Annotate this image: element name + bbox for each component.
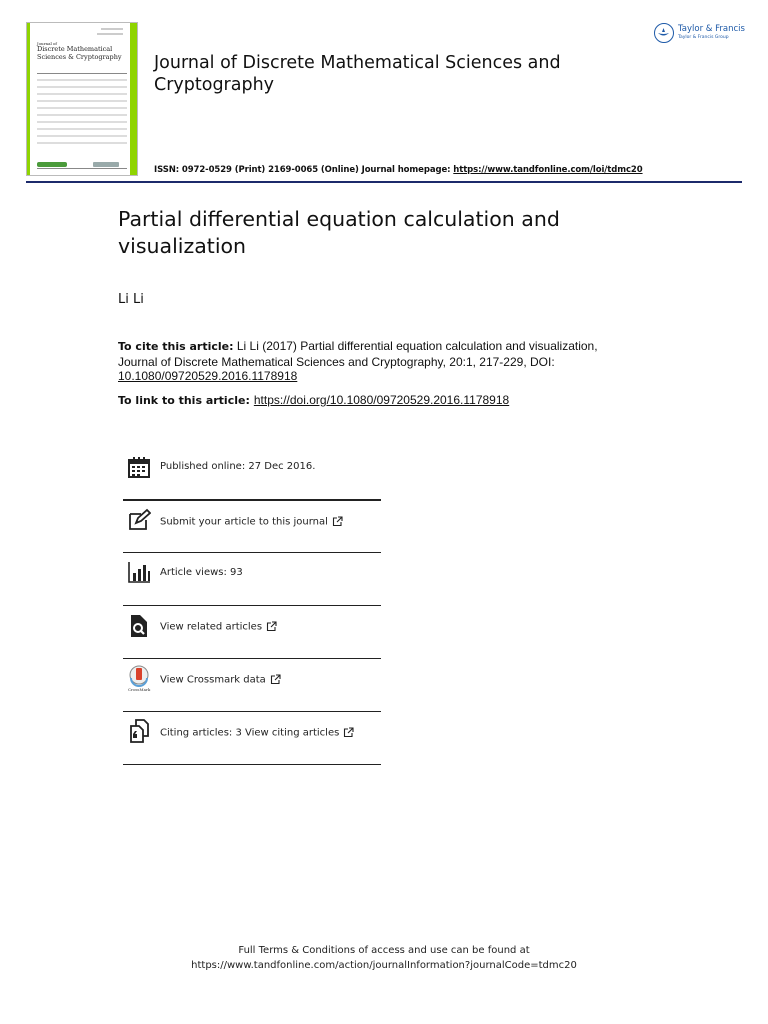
search-document-icon	[127, 614, 151, 638]
cover-publisher-logo	[37, 162, 67, 167]
issn-line	[154, 165, 643, 175]
citation-doi-link[interactable]: 10.1080/09720529.2016.1178918	[118, 369, 298, 383]
cover-contents-line	[37, 121, 127, 123]
publisher-group: Taylor & Francis Group	[678, 35, 729, 40]
external-link-icon	[266, 621, 277, 632]
cover-contents-line	[37, 93, 127, 95]
cover-trim	[27, 23, 30, 175]
cover-meta-line	[97, 33, 123, 35]
crossmark-row[interactable]	[123, 659, 381, 711]
crossmark-label	[160, 674, 281, 686]
published-online-label: Published online: 27 Dec 2016.	[160, 461, 316, 472]
article-title: Partial differential equation calculation and visualization	[118, 207, 560, 258]
cover-contents-line	[37, 86, 127, 88]
cover-title-main: Discrete Mathematical Sciences & Cryptography	[37, 45, 122, 61]
article-views-row	[123, 553, 381, 605]
article-link-label: To link to this article:	[118, 394, 250, 407]
article-link-line	[118, 393, 509, 407]
related-articles-text: View related articles	[160, 621, 263, 633]
article-views-label: Article views: 93	[160, 567, 243, 578]
related-articles-label	[160, 621, 277, 633]
journal-cover-image	[26, 22, 138, 176]
article-doi-url[interactable]: https://doi.org/10.1080/09720529.2016.1178918	[253, 393, 510, 407]
citing-articles-row[interactable]	[123, 712, 381, 764]
submit-article-text: Submit your article to this journal	[160, 516, 328, 528]
journal-title: Journal of Discrete Mathematical Sciences and Cryptography	[154, 53, 561, 95]
publisher-logo-icon	[654, 23, 674, 43]
submit-article-row[interactable]	[123, 500, 381, 552]
crossmark-caption: CrossMark	[128, 687, 151, 692]
cover-contents-line	[37, 79, 127, 81]
header-divider	[26, 181, 742, 183]
crossmark-text: View Crossmark data	[160, 674, 266, 686]
citing-articles-icon	[127, 719, 151, 743]
footer-terms	[0, 943, 768, 973]
cover-contents-line	[37, 142, 127, 144]
crossmark-icon	[127, 665, 151, 689]
cover-green-bar	[130, 23, 137, 175]
external-link-icon	[270, 674, 281, 685]
calendar-icon	[127, 455, 151, 479]
cover-meta-line	[101, 28, 123, 30]
row-divider	[123, 764, 381, 765]
publisher-name: Taylor & Francis	[678, 24, 745, 34]
cover-divider	[37, 168, 127, 169]
footer-terms-link[interactable]: https://www.tandfonline.com/action/journalInformation?journalCode=tdmc20	[191, 960, 577, 971]
cover-publisher-logo-2	[93, 162, 119, 167]
article-author: Li Li	[118, 292, 144, 307]
cover-contents-line	[37, 135, 127, 137]
external-link-icon	[343, 727, 354, 738]
publisher-logo[interactable]	[654, 22, 746, 46]
bar-chart-icon	[127, 560, 151, 584]
journal-homepage-link[interactable]: https://www.tandfonline.com/loi/tdmc20	[453, 165, 643, 175]
footer-line-1: Full Terms & Conditions of access and use can be found at	[238, 945, 530, 956]
citation-text: Li Li (2017) Partial differential equation calculation and visualization, Journal of Discrete Mathematical Sciences and Cryptography, 20:1, 217-229, DOI:	[118, 339, 598, 369]
citing-articles-label	[160, 727, 354, 739]
citing-articles-text: Citing articles: 3 View citing articles	[160, 727, 340, 739]
related-articles-row[interactable]	[123, 606, 381, 658]
published-online-row	[123, 444, 381, 496]
cover-contents-line	[37, 107, 127, 109]
citation-label: To cite this article:	[118, 340, 234, 353]
citation-block	[118, 339, 638, 384]
cover-contents-line	[37, 114, 127, 116]
cover-contents-line	[37, 128, 127, 130]
cover-title	[37, 41, 125, 61]
submit-article-label	[160, 516, 343, 528]
edit-icon	[127, 508, 151, 532]
cover-title-prefix: Journal of	[37, 41, 57, 46]
issn-text: ISSN: 0972-0529 (Print) 2169-0065 (Online) Journal homepage:	[154, 165, 454, 175]
cover-divider	[37, 73, 127, 74]
cover-contents-line	[37, 100, 127, 102]
external-link-icon	[332, 516, 343, 527]
